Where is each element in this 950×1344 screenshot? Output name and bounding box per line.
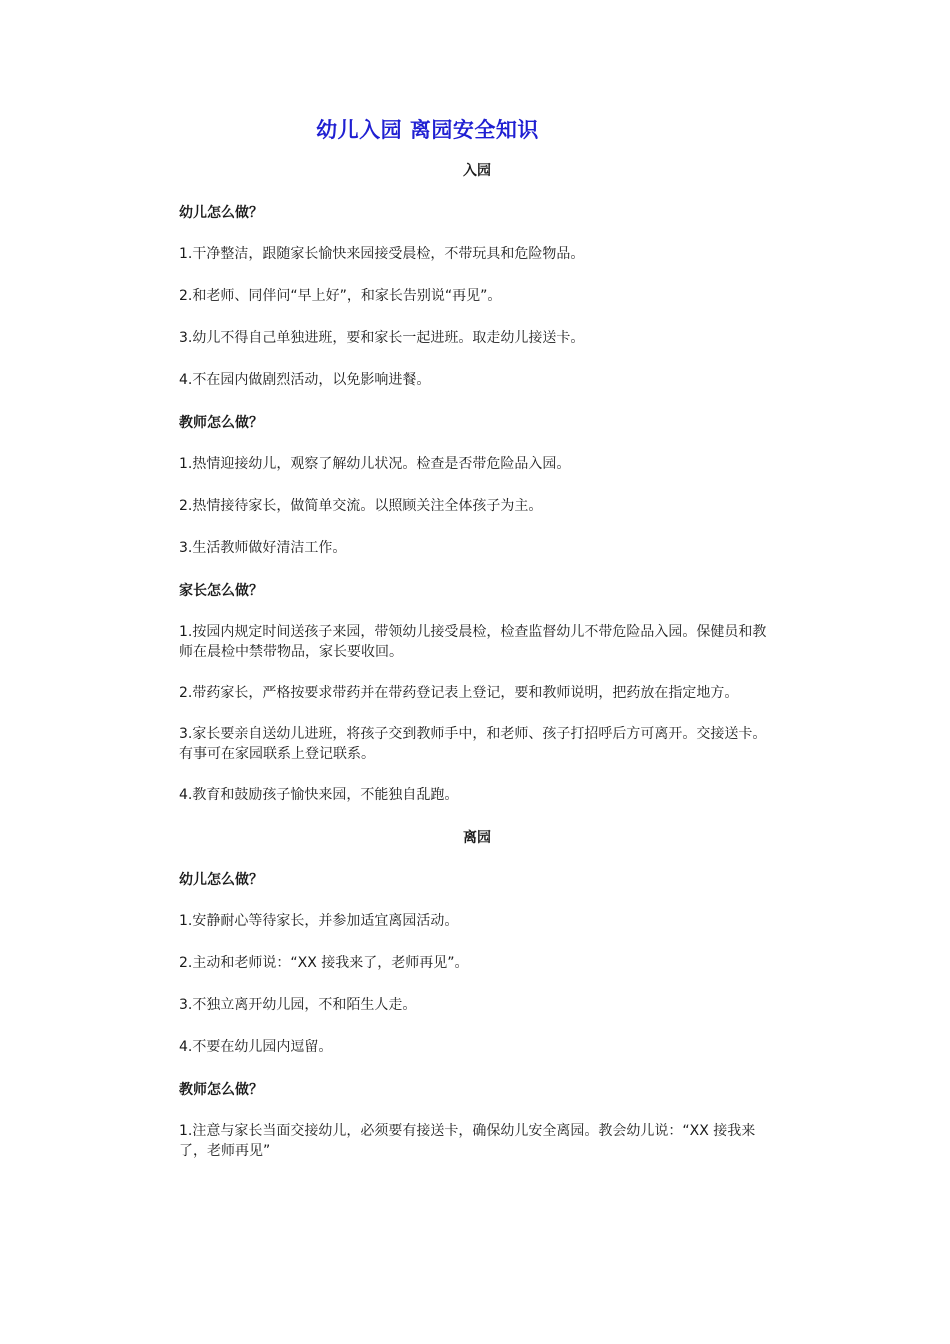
question-child: 幼儿怎么做？	[179, 872, 263, 888]
list-item: 1.注意与家长当面交接幼儿，必须要有接送卡，确保幼儿安全离园。教会幼儿说：“XX 接我来了，老师再见”	[179, 1123, 756, 1159]
list-item: 3.幼儿不得自己单独进班，要和家长一起进班。取走幼儿接送卡。	[179, 330, 585, 346]
list-item: 3.生活教师做好清洁工作。	[179, 540, 347, 556]
list-item: 2.主动和老师说：“XX 接我来了，老师再见”。	[179, 955, 469, 971]
question-teacher: 教师怎么做？	[179, 415, 263, 431]
list-item: 2.和老师、同伴问“早上好”，和家长告别说“再见”。	[179, 288, 502, 304]
list-item: 4.教育和鼓励孩子愉快来园，不能独自乱跑。	[179, 787, 459, 803]
list-item: 2.热情接待家长，做简单交流。以照顾关注全体孩子为主。	[179, 498, 543, 514]
section-heading-arrival: 入园	[463, 163, 491, 179]
question-parent: 家长怎么做？	[179, 583, 263, 599]
list-item: 1.按园内规定时间送孩子来园，带领幼儿接受晨检，检查监督幼儿不带危险品入园。保健员和教师在晨检中禁带物品，家长要收回。	[179, 624, 767, 660]
list-item: 2.带药家长，严格按要求带药并在带药登记表上登记，要和教师说明，把药放在指定地方。	[179, 685, 739, 701]
list-item: 1.干净整洁，跟随家长愉快来园接受晨检，不带玩具和危险物品。	[179, 246, 585, 262]
list-item: 3.不独立离开幼儿园，不和陌生人走。	[179, 997, 417, 1013]
document-body	[179, 160, 775, 1183]
question-child: 幼儿怎么做？	[179, 205, 263, 221]
list-item: 1.安静耐心等待家长，并参加适宜离园活动。	[179, 913, 459, 929]
list-item: 4.不要在幼儿园内逗留。	[179, 1039, 333, 1055]
list-item: 4.不在园内做剧烈活动，以免影响进餐。	[179, 372, 431, 388]
list-item: 1.热情迎接幼儿，观察了解幼儿状况。检查是否带危险品入园。	[179, 456, 571, 472]
section-heading-departure: 离园	[463, 830, 491, 846]
list-item: 3.家长要亲自送幼儿进班，将孩子交到教师手中，和老师、孩子打招呼后方可离开。交接送卡。有事可在家园联系上登记联系。	[179, 726, 767, 762]
question-teacher: 教师怎么做？	[179, 1082, 263, 1098]
document-title: 幼儿入园 离园安全知识	[316, 118, 539, 142]
